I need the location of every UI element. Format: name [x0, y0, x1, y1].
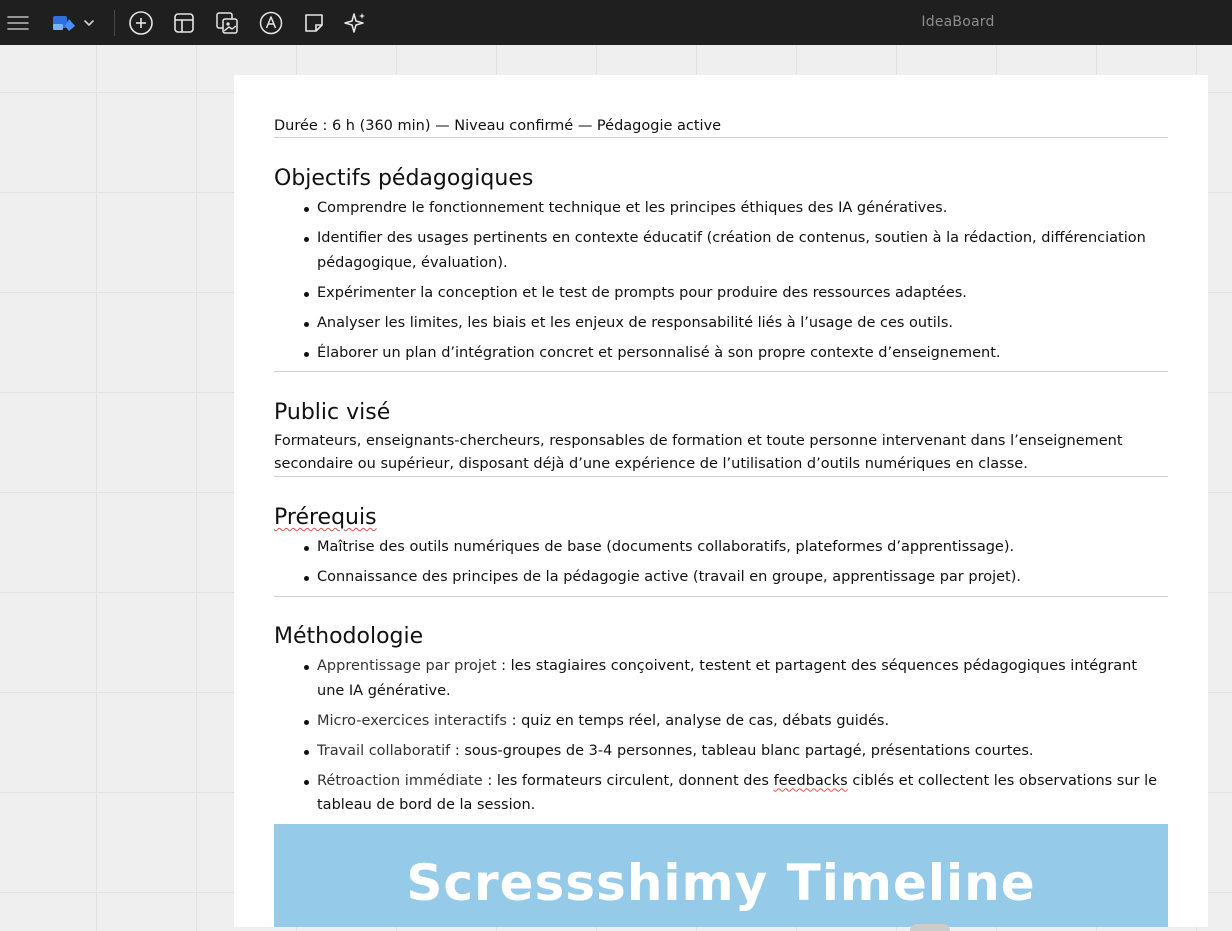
document-meta: Durée : 6 h (360 min) — Niveau confirmé — Pédagogie active [274, 118, 722, 134]
list-item: Comprendre le fonctionnement technique et les principes éthiques des IA génératives. [304, 196, 1168, 221]
list-item-term: Rétroaction immédiate [317, 772, 483, 789]
list-item [304, 654, 1168, 703]
timeline-banner-image[interactable] [274, 824, 1168, 927]
divider [274, 476, 1168, 477]
scroll-handle[interactable] [910, 924, 950, 931]
list-item: Expérimenter la conception et le test de prompts pour produire des ressources adaptées. [304, 281, 1168, 306]
layout-icon[interactable] [171, 10, 197, 36]
chevron-down-icon [83, 18, 95, 28]
public-text: Formateurs, enseignants-chercheurs, responsables de formation et toute personne intervenant dans l’enseignement secondaire ou supérieur, disposant déjà d’une expérience de l’utilisation d’outils numériques en classe. [274, 433, 1123, 472]
list-item-text: : sous-groupes de 3-4 personnes, tableau blanc partagé, présentations courtes. [450, 742, 1034, 759]
app-title: IdeaBoard [921, 14, 995, 30]
list-item-term: Travail collaboratif [317, 742, 451, 759]
list-item [304, 769, 1168, 818]
toolbar-divider [114, 10, 115, 36]
list-item [304, 739, 1168, 764]
list-item-text: : les stagiaires conçoivent, testent et partagent des séquences pédagogiques intégrant une IA générative. [317, 658, 1138, 699]
list-item-text: ciblés et collectent les observations sur le tableau de bord de la session. [317, 772, 1158, 813]
app-logo-icon [51, 12, 77, 34]
list-item [304, 709, 1168, 734]
section-title-methodologie: Méthodologie [274, 624, 424, 649]
spellcheck-word: feedbacks [773, 772, 848, 789]
image-icon[interactable] [214, 10, 240, 36]
list-item: Connaissance des principes de la pédagogie active (travail en groupe, apprentissage par projet). [304, 565, 1168, 590]
prerequis-list [304, 535, 1168, 595]
section-title-prerequis [274, 504, 377, 532]
ai-sparkle-icon[interactable] [342, 10, 368, 36]
list-item: Identifier des usages pertinents en contexte éducatif (création de contenus, soutien à la rédaction, différenciation pédagogique, évaluation). [304, 226, 1168, 275]
list-item: Analyser les limites, les biais et les enjeux de responsabilité liés à l’usage de ces outils. [304, 311, 1168, 336]
list-item-term: Micro-exercices interactifs [317, 712, 507, 729]
spellcheck-word: Prérequis [274, 505, 377, 530]
list-item-text: : quiz en temps réel, analyse de cas, débats guidés. [506, 712, 890, 729]
sticky-note-icon[interactable] [301, 10, 327, 36]
add-icon[interactable] [128, 10, 154, 36]
list-item: Élaborer un plan d’intégration concret et personnalisé à son propre contexte d’enseignement. [304, 341, 1168, 366]
divider [274, 371, 1168, 372]
text-icon[interactable] [258, 10, 284, 36]
divider [274, 137, 1168, 138]
list-item: Maîtrise des outils numériques de base (documents collaboratifs, plateformes d’apprentissage). [304, 535, 1168, 560]
methodologie-list [304, 654, 1168, 823]
document-card[interactable] [234, 75, 1208, 927]
banner-title: Scressshimy Timeline [406, 854, 1036, 912]
hamburger-menu-icon[interactable] [5, 10, 31, 36]
section-title-objectifs: Objectifs pédagogiques [274, 166, 534, 191]
app-switcher-button[interactable] [48, 10, 98, 36]
divider [274, 596, 1168, 597]
section-title-public: Public visé [274, 400, 391, 425]
list-item-text: : les formateurs circulent, donnent des [482, 772, 774, 789]
objectifs-list [304, 196, 1168, 371]
top-toolbar [0, 0, 1232, 45]
list-item-term: Apprentissage par projet [317, 658, 497, 674]
